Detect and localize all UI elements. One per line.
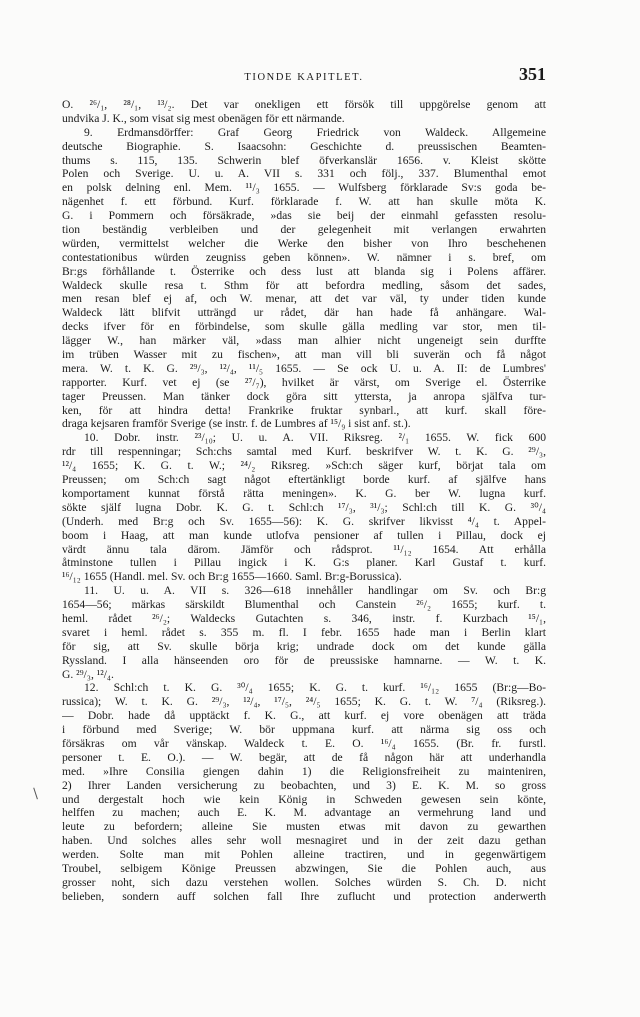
text-line: im trüben Wasser mit zu fischen», att man vill bli suverän och få något: [62, 348, 546, 362]
text-line: rapporter. Kurf. vet ej (se ²⁷/₇), hvilket är värst, om Sverige el. Österrike: [62, 375, 546, 389]
text-line: tager Preussen. Man tänker dock göra sitt yttersta, ja anropa själfva tur-: [62, 389, 546, 403]
text-line: werden. Solte man mit Pohlen alleine tractiren, und in gegenwärtigem: [62, 848, 546, 862]
text-line: Troubel, selbigem Könige Preussen abzwingen, Sie die Pohlen auch, aus: [62, 861, 546, 875]
text-line: belieben, sondern auff solchen fall Ihre zuflucht und protection anderwerth: [62, 889, 546, 903]
text-line: O. ²⁶/₁, ²⁸/₁, ¹³/₂. Det var onekligen ett försök till uppgörelse genom att: [62, 98, 546, 111]
text-line: med. »Ihre Consilia giengen dahin 1) die Religionsfreiheit zu mainteniren,: [62, 764, 546, 778]
text-line: rdr till respenningar; Sch:chs samtal med Kurf. beskrifver W. t. K. G. ²⁹/₃,: [62, 445, 546, 459]
page-body-text: [62, 98, 546, 904]
text-line: (Underh. med Br:g och Sv. 1655—56): K. G. skrifver likvisst ⁴/₄ t. Appel-: [62, 514, 546, 528]
text-line: Ryssland. I alla hänseenden oro för de preussiske hamnarne. — W. t. K.: [62, 653, 546, 667]
text-line: personer t. E. O.). — W. begär, att de få någon här att underhandla: [62, 750, 546, 764]
text-line: draga kejsaren framför Sverige (se instr. f. de Lumbres af ¹⁵/₉ i sist anf. st.).: [62, 417, 411, 431]
text-line: sökte själf lugna Dobr. K. G. t. Schl:ch ¹⁷/₃, ³¹/₃; Schl:ch till K. G. ³⁰/₄: [62, 500, 546, 514]
text-line: ken, för att hindra detta! Frankrike fruktar synbarl., att kurf. skall före-: [62, 403, 546, 417]
text-line: komportament kunnat förstå rätta meningen». K. G. ber W. lugna kurf.: [62, 486, 546, 500]
running-head: TIONDE KAPITLET.: [244, 72, 364, 83]
text-line: 11. U. u. A. VII s. 326—618 innehåller handlingar om Sv. och Br:g: [84, 584, 546, 598]
text-line: — Dobr. hade då upptäckt f. K. G., att kurf. ej vore obenägen att träda: [62, 709, 546, 723]
text-line: Waldeck skulle resa t. Sthm för att befordra medling, såsom det sades,: [62, 278, 546, 292]
text-line: decks ifver för en förbindelse, som skulle gälla medling var stor, men til-: [62, 320, 546, 334]
text-line: deutsche Biographie. S. Isaacsohn: Geschichte d. preussischen Beamten-: [62, 139, 546, 153]
text-line: und dergestalt hoch wie kein König in Schweden gewesen sein könte,: [62, 792, 546, 806]
text-line: Polen och Sverige. U. u. A. VII s. 331 och följ., 337. Blumenthal emot: [62, 167, 546, 181]
text-line: boom i Haag, att man kunde utlofva pensioner af tullen i Pillau, dock ej: [62, 528, 546, 542]
text-line: värdt ännu tala därom. Jämför och rådsprot. ¹¹/₁₂ 1654. Att erhålla: [62, 542, 546, 556]
text-line: ¹²/₄ 1655; K. G. t. W.; ²⁴/₂ Riksreg. »Sch:ch säger kurf, börjat tala om: [62, 459, 546, 473]
text-line: thums s. 115, 135. Schwerin blef öfverkanslär 1656. v. Kleist skötte: [62, 153, 546, 167]
text-line: 12. Schl:ch t. K. G. ³⁰/₄ 1655; K. G. t. kurf. ¹⁶/₁₂ 1655 (Br:g—Bo-: [84, 681, 546, 695]
text-line: 10. Dobr. instr. ²³/₁₀; U. u. A. VII. Riksreg. ²/₁ 1655. W. fick 600: [84, 431, 546, 445]
text-line: contestationibus würden zeugniss geben können». W. nämner i s. bref, om: [62, 250, 546, 264]
text-line: russica); W. t. K. G. ²⁹/₃, ¹²/₄, ¹⁷/₅, ²⁴/₅ 1655; K. G. t. W. ⁷/₄ (Riksreg.).: [62, 695, 546, 709]
text-line: würden, vermittelst welcher die Werke den bisher von Ihro beschehenen: [62, 236, 546, 250]
text-line: helffen zu machen; auch E. K. M. advantage an vermehrung land und: [62, 806, 546, 820]
text-line: 2) Ihrer Landen versicherung zu beobachten, und 3) E. K. M. so gross: [62, 778, 546, 792]
text-line: G. i Pommern och försäkrade, »das sie beij der einmahl gefassten resolu-: [62, 209, 546, 223]
text-line: för sig, att Sv. skulle börja krig; undrade dock om det kunde gälla: [62, 639, 546, 653]
text-line: svaret i heml. rådet s. 355 m. fl. I febr. 1655 hade man i Berlin klart: [62, 625, 546, 639]
text-line: ¹⁶/₁₂ 1655 (Handl. mel. Sv. och Br:g 1655—1660. Saml. Br:g-Borussica).: [62, 570, 402, 584]
text-line: grosser noht, sich dazu verstehen wollen. Solches würden S. Ch. D. nicht: [62, 875, 546, 889]
text-line: tion beständig verbleiben und der gelegenheit mit verlangen erwahrten: [62, 223, 546, 237]
text-line: Waldeck lätt blifvit utträngd ur rådet, där han hade få anhängare. Wal-: [62, 306, 546, 320]
text-line: mera. W. t. K. G. ²⁹/₃, ¹²/₄, ¹¹/₅ 1655. — Se ock U. u. A. II: de Lumbres': [62, 361, 546, 375]
text-line: heml. rådet ²⁶/₂; Waldecks Gutachten s. 346, instr. f. Kurzbach ¹⁵/₁,: [62, 611, 546, 625]
text-line: Preussen; om Sch:ch sagt något eftertänkligt borde kurf. af själfve hans: [62, 473, 546, 487]
page-number: 351: [519, 64, 546, 84]
margin-pencil-mark: [33, 787, 41, 800]
text-line: Br:gs förhållande t. Österrike och dess lust att blanda sig i Polens affärer.: [62, 264, 546, 278]
text-line: men resan blef ej af, och W. menar, att det var väl, ty under tiden kunde: [62, 292, 546, 306]
text-line: åtminstone tullen i Pillau ingick i K. G:s planer. Karl Gustaf t. kurf.: [62, 556, 546, 570]
text-line: försäkras om vår vänskap. Waldeck t. E. O. ¹⁶/₄ 1655. (Br. fr. furstl.: [62, 736, 546, 750]
text-line: nägenhet f. ett förbund. Kurf. förklarade f. W. att han skulle möta K.: [62, 195, 546, 209]
text-line: 9. Erdmansdörffer: Graf Georg Friedrick von Waldeck. Allgemeine: [84, 125, 546, 139]
text-line: undvika J. K., som visat sig mest obenägen för ett närmande.: [62, 111, 345, 125]
text-line: en polsk delning enl. Mem. ¹¹/₃ 1655. — Wulfsberg förklarade Sv:s goda be-: [62, 181, 546, 195]
text-line: 1654—56; märkas särskildt Blumenthal och Canstein ²⁶/₂ 1655; kurf. t.: [62, 598, 546, 612]
text-line: haben. Und solches alles sehr woll mesnagiret und in der zeit dazu gethan: [62, 834, 546, 848]
text-line: leute zu befordern; alleine Sie musten etwas mit davon zu gewarthen: [62, 820, 546, 834]
text-line: G. ²⁹/₃, ¹²/₄.: [62, 667, 114, 681]
text-line: i förbund med Sverige; W. bör uppmana kurf. att närma sig oss och: [62, 723, 546, 737]
page-header: [62, 64, 546, 88]
text-line: lägger W., han märker väl, »dass man alhier nicht ungeneigt sein durffte: [62, 334, 546, 348]
